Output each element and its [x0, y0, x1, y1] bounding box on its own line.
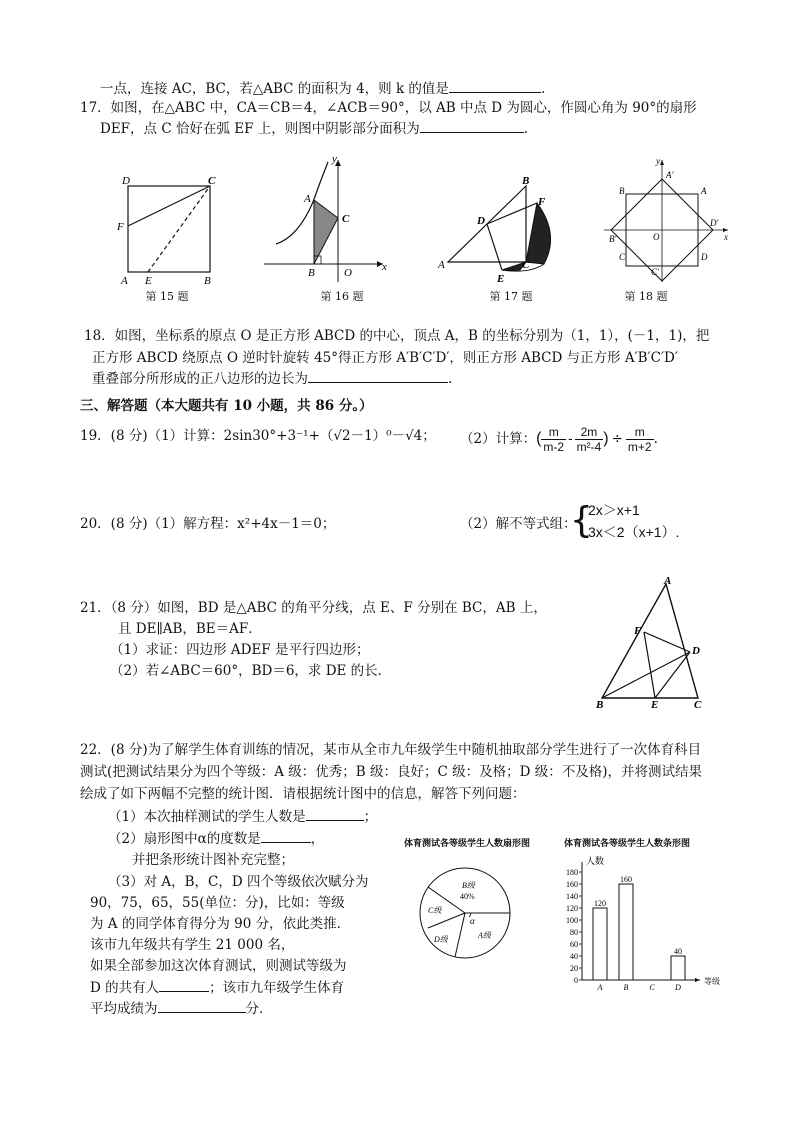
q18-answer-blank[interactable]: [308, 368, 448, 383]
q19-part1: 19．(8 分)（1）计算：2sin30°+3⁻¹+（√2－1）⁰－√4；: [80, 428, 436, 444]
bar-chart: [560, 850, 730, 1000]
q19-f1-num: m: [541, 425, 566, 440]
bar-ytick-label: 20: [570, 964, 578, 973]
q22-line1: 22．(8 分)为了解学生体育训练的情况，某市从全市九年级学生中随机抽取部分学生进行了一次体育科目: [80, 742, 702, 758]
q20-brace: {: [570, 500, 593, 541]
bar-data-label-a: 120: [594, 899, 606, 908]
fig18-label-c-prime: C′: [651, 267, 659, 277]
fig18-label-b: B: [619, 186, 625, 196]
fig15-label-d: D: [122, 175, 130, 187]
pie-label-c: C级: [428, 906, 442, 915]
q22-average-blank[interactable]: [158, 998, 246, 1013]
q19-f3-den: m+2: [627, 439, 652, 454]
pie-label-d: D级: [434, 935, 448, 944]
q21-line1: 21．（8 分）如图，BD 是△ABC 的角平分线，点 E、F 分别在 BC，AB 上，: [80, 600, 547, 616]
q20-part2-label: （2）解不等式组：: [460, 516, 577, 532]
q19-divide: ÷: [611, 431, 623, 447]
fig15-caption: 第 15 题: [145, 290, 189, 303]
q19-f2-num: 2m: [575, 425, 604, 440]
q18-text: 重叠部分所形成的正八边形的边长为: [92, 371, 308, 387]
q22-s3g-text: 平均成绩为: [90, 1001, 158, 1017]
q22-s2b: 并把条形统计图补充完整；: [132, 852, 294, 868]
bar-ytick-label: 60: [570, 940, 578, 949]
q22-s2: [108, 828, 324, 849]
bar-b: [619, 884, 633, 980]
q22-s3c: 为 A 的同学体育得分为 90 分，依此类推．: [90, 916, 351, 932]
fig21-label-b: B: [596, 699, 604, 711]
fig16-label-o: O: [344, 267, 352, 279]
fig17-label-a: A: [438, 259, 445, 271]
q22-line2: 测试(把测试结果分为四个等级：A 级：优秀；B 级：良好；C 级：及格；D 级：不及格)，并将测试结果: [80, 764, 703, 780]
q20-part1: 20．(8 分)（1）解方程：x²+4x－1＝0；: [80, 516, 336, 532]
bar-category-b: B: [623, 983, 629, 992]
q20-ineq1: 2x＞x+1: [588, 502, 640, 518]
q22-s2-text: （2）扇形图中α的度数是: [108, 831, 261, 847]
q19-f1-den: m-2: [543, 439, 565, 454]
fig17-caption: 第 17 题: [489, 290, 533, 303]
fig18-label-x: x: [724, 232, 728, 242]
q22-s3g-end: 分．: [245, 1001, 273, 1017]
fig16-label-x: x: [382, 261, 387, 273]
q22-s3e: 如果全部参加这次体育测试，则测试等级为: [90, 958, 347, 974]
fig21-label-f: F: [634, 625, 642, 637]
fig18-label-d: D: [701, 252, 708, 262]
pie-label-b: B级: [462, 881, 475, 890]
q18-line1: 18．如图，坐标系的原点 O 是正方形 ABCD 的中心，顶点 A，B 的坐标分别为（1，1），(－1，1)，把: [84, 328, 710, 344]
fig17-label-e: E: [497, 273, 505, 285]
fig15-line-fc: [128, 186, 210, 226]
fig21-label-a: A: [664, 575, 672, 587]
figure-17: [434, 172, 564, 287]
q22-s3d: 该市九年级共有学生 21 000 名，: [90, 937, 295, 953]
fig15-dashed-ec: [148, 186, 210, 272]
fig21-label-c: C: [694, 699, 702, 711]
fig18-caption: 第 18 题: [624, 290, 668, 303]
fig16-label-b: B: [308, 267, 315, 279]
q16-tail: [100, 78, 545, 99]
fig16-label-y: y: [332, 153, 337, 165]
figure-18: [598, 156, 733, 286]
q18-line2: 正方形 ABCD 绕原点 O 逆时针旋转 45°得正方形 A′B′C′D′，则正方形 ABCD 与正方形 A′B′C′D′: [92, 350, 678, 366]
pie-divider-cd: [428, 913, 465, 928]
fig18-label-a-prime: A′: [666, 170, 674, 180]
q22-s3f-text: D 的共有人: [90, 980, 160, 996]
bar-ytick-label: 80: [570, 928, 578, 937]
q22-s1: [108, 806, 377, 827]
q19-part2-label: （2）计算：: [460, 431, 537, 447]
q16-answer-blank[interactable]: [449, 78, 541, 93]
q18-end: .: [448, 371, 453, 387]
q16-end: .: [540, 81, 546, 97]
bar-ytick-label: 120: [566, 904, 578, 913]
q22-s3a: （3）对 A，B，C，D 四个等级依次赋分为: [108, 874, 369, 890]
q20-ineq2-text: 3x＜2（x+1）: [588, 524, 676, 540]
q19-f3-num: m: [626, 425, 654, 440]
fig18-label-d-prime: D′: [710, 218, 719, 228]
bar-ytick-label: 180: [566, 868, 578, 877]
q17-line1: 17．如图，在△ABC 中，CA＝CB＝4，∠ACB＝90°，以 AB 中点 D 为圆心，作圆心角为 90°的扇形: [80, 100, 697, 116]
fig15-label-f: F: [117, 221, 124, 233]
bar-ytick-label: 140: [566, 892, 578, 901]
q19-fraction-3: [626, 425, 654, 454]
fig15-square: [128, 186, 210, 272]
fig16-label-a: A: [304, 193, 311, 205]
q22-s3f: [90, 977, 344, 998]
q17-text: DEF，点 C 恰好在弧 EF 上，则图中阴影部分面积为: [100, 121, 420, 137]
q19-f2-den: m²-4: [576, 439, 602, 454]
figure-16: [258, 152, 393, 287]
pie-chart: [410, 858, 530, 968]
q16-text: 一点，连接 AC，BC，若△ABC 的面积为 4，则 k 的值是: [100, 81, 449, 97]
pie-divider-da: [455, 913, 465, 957]
bar-title: 体育测试各等级学生人数条形图: [564, 838, 691, 848]
fig16-shaded-triangle: [314, 200, 338, 264]
fig18-label-y: y: [656, 156, 660, 166]
figure-15: [112, 168, 222, 288]
q19-fraction-1: [541, 425, 566, 454]
q22-s1-text: （1）本次抽样测试的学生人数是: [108, 809, 306, 825]
q19-minus: -: [568, 431, 573, 446]
q17-answer-blank[interactable]: [420, 118, 524, 133]
fig18-label-o: O: [653, 232, 660, 242]
q22-s1-blank[interactable]: [306, 806, 364, 821]
fig17-label-b: B: [522, 175, 530, 187]
bar-ylabel: 人数: [586, 856, 605, 866]
bar-category-a: A: [597, 983, 603, 992]
fig18-label-b-prime: B′: [609, 234, 617, 244]
section3-heading: 三、解答题（本大题共有 10 小题，共 86 分。）: [80, 398, 373, 414]
fig16-label-c: C: [342, 213, 350, 225]
bar-category-d: D: [675, 983, 681, 992]
q18-line3: [92, 368, 452, 389]
fig15-label-b: B: [204, 275, 211, 287]
fig16-caption: 第 16 题: [320, 290, 364, 303]
q19-part2: （2）计算： ( $\frac{m}{m-2}$ - $\frac{2m}{\text{m²-4}}$ ) ÷ $\frac{m}{m+2}$ .: [460, 424, 658, 454]
q22-s2-end: ，: [310, 831, 325, 847]
bar-ytick-label: 40: [570, 952, 578, 961]
pie-title: 体育测试各等级学生人数扇形图: [404, 838, 531, 848]
q17-end: .: [523, 121, 529, 137]
q21-line3: （1）求证：四边形 ADEF 是平行四边形；: [110, 642, 370, 658]
q22-s3f-mid: ；该市九年级学生体育: [209, 980, 345, 996]
q22-s3g: [90, 998, 273, 1019]
bar-data-label-b: 160: [620, 875, 632, 884]
q22-s1-end: ；: [363, 809, 378, 825]
fig17-label-d: D: [477, 215, 485, 227]
q22-s2-blank[interactable]: [261, 828, 311, 843]
fig21-label-d: D: [692, 645, 700, 657]
bar-ytick-label: 0: [574, 976, 578, 985]
bar-data-label-d: 40: [674, 947, 682, 956]
q21-line4: （2）若∠ABC＝60°，BD＝6，求 DE 的长．: [110, 663, 392, 679]
pie-label-alpha: α: [470, 916, 475, 926]
q22-d-count-blank[interactable]: [159, 977, 209, 992]
bar-xlabel: 等级: [704, 977, 720, 986]
q19-fraction-2: [575, 425, 604, 454]
bar-d: [671, 956, 685, 980]
q17-line2: [100, 118, 528, 139]
fig17-label-c: C: [522, 259, 530, 271]
pie-label-b-pct: 40%: [460, 892, 475, 901]
fig18-label-c: C: [619, 252, 626, 262]
fig21-label-e: E: [651, 699, 659, 711]
fig18-label-a: A: [701, 186, 707, 196]
fig15-label-a: A: [121, 275, 128, 287]
bar-category-c: C: [649, 983, 655, 992]
q20-ineq2: 3x＜2（x+1）.: [588, 524, 680, 540]
bar-ytick-label: 100: [566, 916, 578, 925]
q22-line3: 绘成了如下两幅不完整的统计图．请根据统计图中的信息，解答下列问题：: [80, 786, 526, 802]
bar-a: [593, 908, 607, 980]
q22-s3b: 90，75，65，55(单位：分)，比如：等级: [90, 895, 345, 911]
pie-label-a: A级: [478, 931, 491, 940]
q21-line2: 且 DE∥AB，BE＝AF．: [118, 621, 262, 637]
figure-21: [594, 572, 714, 712]
fig15-label-c: C: [208, 175, 216, 187]
fig17-shaded-segment: [526, 203, 551, 264]
bar-ytick-label: 160: [566, 880, 578, 889]
fig17-label-f: F: [538, 196, 546, 208]
fig15-label-e: E: [145, 275, 152, 287]
